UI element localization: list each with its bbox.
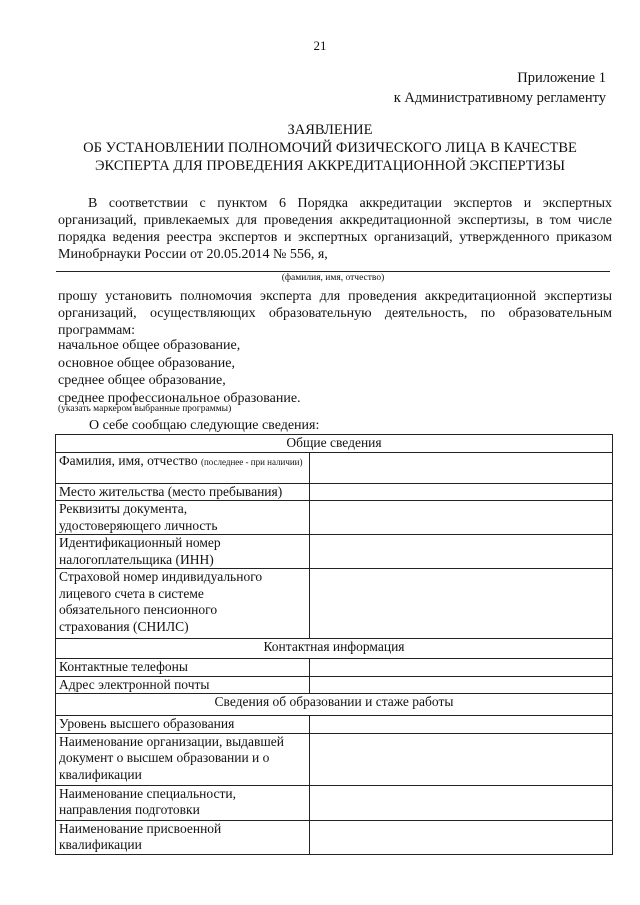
section-header-general: Общие сведения [56, 435, 613, 453]
value-email[interactable] [310, 676, 613, 694]
value-qualification[interactable] [310, 820, 613, 854]
label-line: налогоплательщика (ИНН) [59, 551, 214, 567]
label-line: квалификации [59, 766, 142, 782]
label-education-level: Уровень высшего образования [56, 716, 310, 734]
label-fio [56, 452, 310, 483]
value-education-level[interactable] [310, 716, 613, 734]
label-id-document [56, 501, 310, 535]
page-number: 21 [313, 38, 327, 53]
table-row-residence [56, 483, 613, 501]
value-snils[interactable] [310, 569, 613, 639]
table-row-issuing-organization [56, 733, 613, 785]
label-line: обязательного пенсионного [59, 602, 218, 617]
value-id-document[interactable] [310, 501, 613, 535]
label-line: Идентификационный номер [59, 535, 221, 550]
label-line: Наименование присвоенной [59, 820, 222, 836]
label-inn [56, 535, 310, 569]
label-specialty [56, 785, 310, 820]
label-line: удостоверяющего личность [59, 517, 218, 533]
label-phones: Контактные телефоны [56, 659, 310, 677]
title-line-3: ЭКСПЕРТА ДЛЯ ПРОВЕДЕНИЯ АККРЕДИТАЦИОННОЙ ЭКСПЕРТИЗЫ [94, 158, 566, 174]
section-row-education [56, 694, 613, 716]
label-snils [56, 569, 310, 639]
program-item: начальное общее образование, [58, 338, 241, 353]
fio-label-text: Фамилия, имя, отчество [59, 452, 198, 468]
request-paragraph: прошу установить полномочия эксперта для проведения аккредитационной экспертизы организаций, осуществляющих образовательную деятельность, по образовательным программам: [58, 289, 612, 338]
table-row-inn [56, 535, 613, 569]
table-row-snils [56, 569, 613, 639]
program-list [58, 337, 301, 407]
annex-line-1: Приложение 1 [517, 70, 606, 86]
value-issuing-organization[interactable] [310, 733, 613, 785]
fio-note: (последнее - при наличии) [200, 456, 303, 467]
label-email: Адрес электронной почты [56, 676, 310, 694]
annex-reference [394, 68, 606, 108]
table-row-phones [56, 659, 613, 677]
label-line: лицевого счета в системе [59, 585, 204, 601]
label-line: направления подготовки [59, 802, 200, 817]
value-fio[interactable] [310, 452, 613, 483]
label-line: страхования (СНИЛС) [59, 618, 189, 634]
program-item: среднее профессиональное образование. [58, 390, 301, 406]
title-line-2: ОБ УСТАНОВЛЕНИИ ПОЛНОМОЧИЙ ФИЗИЧЕСКОГО ЛИЦА В КАЧЕСТВЕ [83, 140, 577, 156]
label-issuing-organization [56, 733, 310, 785]
value-inn[interactable] [310, 535, 613, 569]
label-line: Реквизиты документа, [59, 501, 188, 516]
annex-line-2: к Административному регламенту [393, 90, 606, 106]
program-item: основное общее образование, [58, 355, 235, 371]
fio-fill-line [56, 271, 610, 272]
table-row-education-level [56, 716, 613, 734]
applicant-info-table [55, 434, 613, 855]
label-line: Страховой номер индивидуального [59, 569, 263, 584]
label-qualification [56, 820, 310, 854]
label-line: документ о высшем образовании и о [59, 750, 270, 765]
table-row-qualification [56, 820, 613, 854]
label-line: Наименование организации, выдавшей [59, 733, 284, 749]
section-header-education: Сведения об образовании и стаже работы [56, 694, 613, 716]
value-phones[interactable] [310, 659, 613, 677]
intro-paragraph: В соответствии с пунктом 6 Порядка аккредитации экспертов и экспертных организаций, привлекаемых для проведения аккредитационной экспертизы, в том числе порядка ведения реестра экспертов и экспертных организаций, утвержденного приказом Минобрнауки России от 20.05.2014 № 556, я, [58, 196, 612, 262]
section-header-contact: Контактная информация [56, 639, 613, 659]
table-row-email [56, 676, 613, 694]
label-line: квалификации [59, 837, 142, 852]
document-title [40, 121, 620, 175]
program-item: среднее общее образование, [58, 373, 226, 388]
table-row-id-document [56, 501, 613, 535]
marker-note: (указать маркером выбранные программы) [58, 404, 232, 414]
fio-caption: (фамилия, имя, отчество) [281, 273, 385, 283]
value-specialty[interactable] [310, 785, 613, 820]
about-me-heading: О себе сообщаю следующие сведения: [89, 418, 320, 433]
section-row-contact [56, 639, 613, 659]
section-row-general [56, 435, 613, 453]
label-residence: Место жительства (место пребывания) [56, 483, 310, 501]
label-line: Наименование специальности, [59, 785, 236, 801]
table-row-specialty [56, 785, 613, 820]
title-line-1: ЗАЯВЛЕНИЕ [287, 122, 373, 138]
table-row-fio [56, 452, 613, 483]
value-residence[interactable] [310, 483, 613, 501]
